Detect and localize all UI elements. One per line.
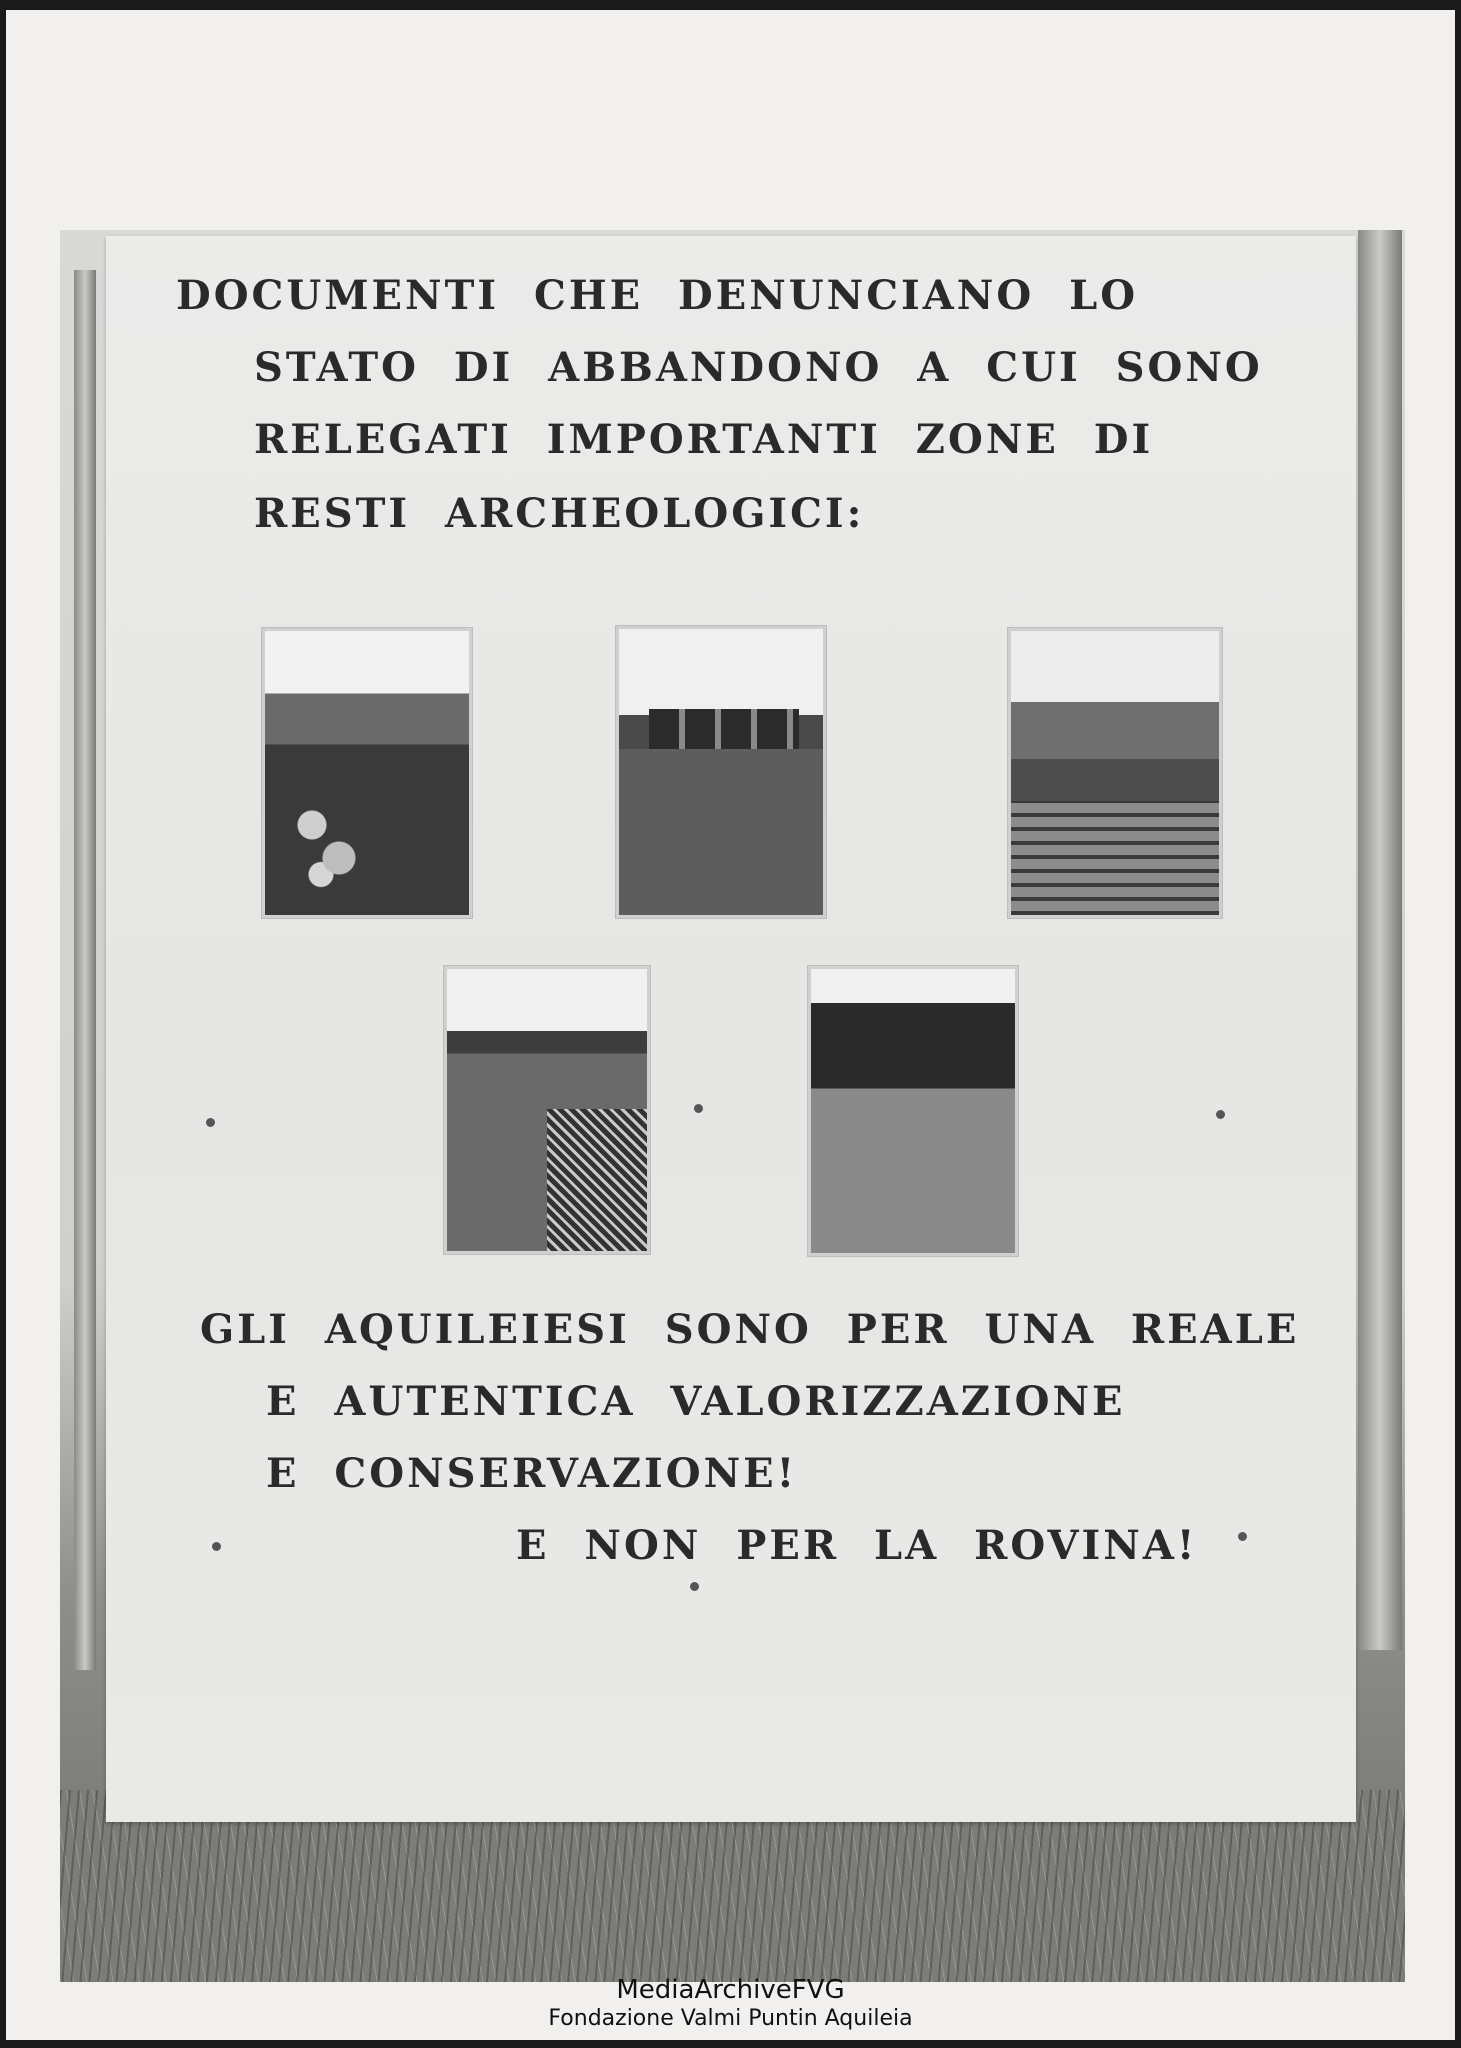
pushpin	[694, 1104, 703, 1113]
poster-board	[106, 236, 1356, 1822]
stone-wall-photo	[1008, 628, 1222, 918]
heading-line-2: STATO DI ABBANDONO A CUI SONO	[254, 344, 1263, 391]
fallen-stones-photo	[616, 626, 826, 918]
right-fence-post	[1358, 230, 1402, 1650]
pushpin	[1216, 1110, 1225, 1119]
footer-line-1: GLI AQUILEIESI SONO PER UNA REALE	[200, 1306, 1300, 1353]
pushpin	[206, 1118, 215, 1127]
pushpin	[212, 1542, 221, 1551]
footer-line-3: E CONSERVAZIONE!	[266, 1450, 798, 1497]
footer-line-2: E AUTENTICA VALORIZZAZIONE	[266, 1378, 1126, 1425]
heading-line-3: RELEGATI IMPORTANTI ZONE DI	[254, 416, 1154, 463]
footer-line-4: E NON PER LA ROVINA!	[516, 1522, 1198, 1569]
ferns-field-photo	[444, 966, 650, 1254]
foundation-name: Fondazione Valmi Puntin Aquileia	[548, 2006, 913, 2031]
trees-meadow-photo	[808, 966, 1018, 1256]
pushpin	[1238, 1532, 1247, 1541]
heading-line-1: DOCUMENTI CHE DENUNCIANO LO	[176, 272, 1139, 319]
heading-line-4: RESTI ARCHEOLOGICI:	[254, 490, 865, 537]
pushpin	[690, 1582, 699, 1591]
archive-credit	[0, 1975, 1461, 2033]
left-fence-post	[74, 270, 96, 1670]
ruins-stones-photo	[262, 628, 472, 918]
archive-name: MediaArchiveFVG	[616, 1975, 845, 2005]
